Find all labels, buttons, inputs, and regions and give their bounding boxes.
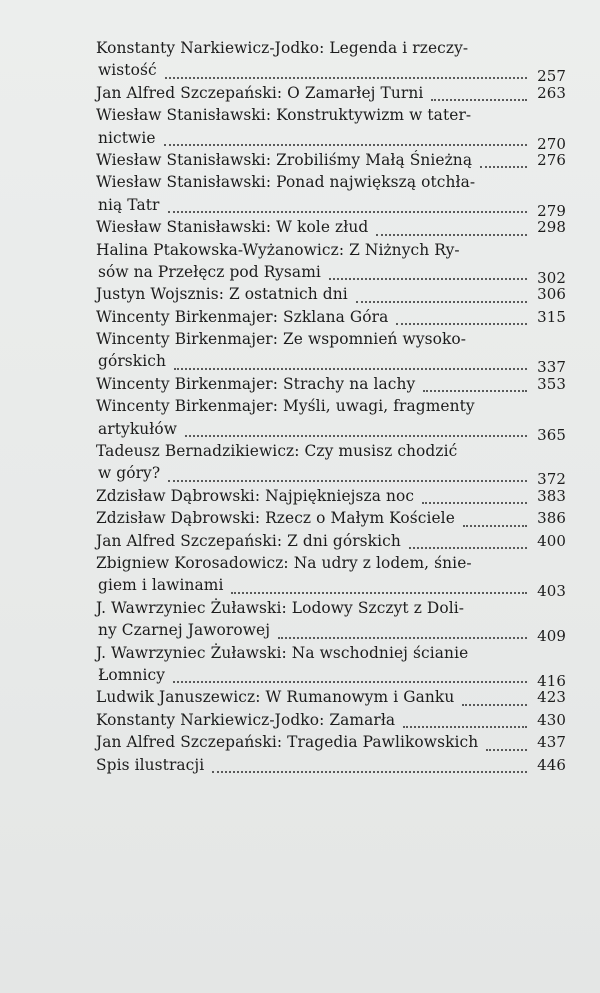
toc-entry-line — [96, 171, 566, 193]
toc-entry — [96, 754, 566, 776]
toc-entry — [96, 216, 566, 238]
entry-title-text: Spis ilustracji — [96, 755, 205, 774]
toc-entry-line — [96, 507, 566, 529]
leader-dots — [168, 470, 527, 482]
entry-title-text: nictwie — [98, 128, 156, 147]
entry-title-text: Zdzisław Dąbrowski: Rzecz o Małym Kościele — [96, 509, 455, 528]
leader-dots — [329, 268, 527, 280]
entry-title-text: Konstanty Narkiewicz-Jodko: Zamarła — [96, 710, 396, 729]
toc-entry-line — [96, 149, 566, 171]
leader-dots — [173, 671, 527, 683]
entry-title-text: ny Czarnej Jaworowej — [98, 621, 271, 640]
page-number: 276 — [537, 150, 566, 169]
entry-title-text: Jan Alfred Szczepański: Z dni górskich — [96, 531, 401, 550]
page-number: 423 — [537, 688, 566, 707]
entry-title-text: J. Wawrzyniec Żuławski: Na wschodniej ścianie — [96, 643, 469, 662]
leader-dots — [486, 739, 527, 751]
toc-entry-line — [96, 440, 566, 462]
toc-entry-line — [96, 395, 566, 417]
toc-entry-line — [96, 328, 566, 350]
entry-title-text: Justyn Wojsznis: Z ostatnich dni — [96, 285, 348, 304]
toc-entry — [96, 686, 566, 708]
page-number: 372 — [537, 470, 566, 489]
leader-dots — [174, 358, 527, 370]
toc-entry-line — [96, 127, 566, 153]
entry-title-text: Wincenty Birkenmajer: Strachy na lachy — [96, 374, 416, 393]
toc-entry-line — [96, 283, 566, 305]
toc-entry-line — [96, 485, 566, 507]
entry-title-text: Jan Alfred Szczepański: Tragedia Pawlikowskich — [96, 733, 479, 752]
page-number: 298 — [537, 218, 566, 237]
toc-entry-line — [96, 731, 566, 753]
toc-entry-line — [96, 552, 566, 574]
entry-title-text: Zbigniew Korosadowicz: Na udry z lodem, śnie- — [96, 553, 472, 572]
page-number: 302 — [537, 268, 566, 287]
leader-dots — [409, 537, 527, 549]
leader-dots — [165, 67, 527, 79]
toc-entry-line — [96, 194, 566, 220]
toc-entry-line — [96, 754, 566, 776]
toc-entry-line — [96, 261, 566, 287]
leader-dots — [376, 224, 527, 236]
entry-title-text: Wiesław Stanisławski: Ponad największą otchła- — [96, 173, 476, 192]
toc-entry-line — [96, 642, 566, 664]
leader-dots — [212, 761, 527, 773]
page-number: 365 — [537, 425, 566, 444]
toc-entry-line — [96, 530, 566, 552]
toc-entry — [96, 440, 566, 489]
entry-title-text: artykułów — [98, 419, 177, 438]
page-number: 263 — [537, 83, 566, 102]
entry-title-text: Jan Alfred Szczepański: O Zamarłej Turni — [96, 83, 424, 102]
entry-title-text: sów na Przełęcz pod Rysami — [98, 262, 321, 281]
entry-title-text: Wiesław Stanisławski: Zrobiliśmy Małą Śnieżną — [96, 150, 473, 169]
entry-title-text: Konstanty Narkiewicz-Jodko: Legenda i rzeczy- — [96, 39, 469, 57]
entry-title-text: Wincenty Birkenmajer: Szklana Góra — [96, 307, 389, 326]
entry-title-text: Ludwik Januszewicz: W Rumanowym i Ganku — [96, 688, 455, 707]
entry-title-text: Wiesław Stanisławski: Konstruktywizm w tater- — [96, 106, 472, 125]
page-number: 386 — [537, 509, 566, 528]
toc-entry — [96, 82, 566, 104]
toc-entry-line — [96, 239, 566, 261]
toc-entry-line — [96, 104, 566, 126]
toc-entry — [96, 37, 566, 86]
leader-dots — [168, 201, 527, 213]
page-number: 383 — [537, 486, 566, 505]
leader-dots — [396, 313, 527, 325]
toc-entry-line — [96, 37, 566, 59]
leader-dots — [356, 291, 527, 303]
table-of-contents — [96, 37, 566, 776]
toc-entry — [96, 373, 566, 395]
page-number: 400 — [537, 531, 566, 550]
entry-title-text: nią Tatr — [98, 195, 160, 214]
toc-entry-line — [96, 59, 566, 86]
page-number: 353 — [537, 374, 566, 393]
toc-entry — [96, 507, 566, 529]
leader-dots — [164, 134, 527, 146]
leader-dots — [403, 716, 527, 728]
page-number: 257 — [537, 67, 566, 86]
toc-entry — [96, 530, 566, 552]
toc-entry — [96, 709, 566, 731]
entry-title-text: wistość — [98, 61, 157, 80]
page-number: 437 — [537, 733, 566, 752]
toc-entry-line — [96, 597, 566, 619]
toc-entry-line — [96, 373, 566, 395]
entry-title-text: górskich — [98, 352, 166, 371]
toc-entry — [96, 395, 566, 444]
entry-title-text: Wincenty Birkenmajer: Myśli, uwagi, fragmenty — [96, 397, 475, 416]
page-number: 416 — [537, 671, 566, 690]
entry-title-text: giem i lawinami — [98, 576, 224, 595]
toc-entry — [96, 283, 566, 305]
toc-entry-line — [96, 462, 566, 489]
leader-dots — [463, 515, 527, 527]
toc-entry-line — [96, 686, 566, 708]
toc-entry — [96, 149, 566, 171]
page-number: 409 — [537, 627, 566, 646]
toc-entry-line — [96, 709, 566, 731]
toc-entry — [96, 485, 566, 507]
toc-entry-line — [96, 574, 566, 601]
page-number: 430 — [537, 710, 566, 729]
page-number: 279 — [537, 201, 566, 220]
leader-dots — [462, 694, 527, 706]
toc-entry-line — [96, 664, 566, 690]
entry-title-text: Wiesław Stanisławski: W kole złud — [96, 218, 369, 237]
leader-dots — [431, 89, 527, 101]
toc-entry — [96, 642, 566, 690]
toc-entry — [96, 239, 566, 287]
entry-title-text: Halina Ptakowska-Wyżanowicz: Z Niżnych Ry- — [96, 240, 460, 259]
toc-entry — [96, 552, 566, 601]
page-number: 337 — [537, 358, 566, 377]
toc-entry — [96, 731, 566, 753]
leader-dots — [185, 425, 527, 437]
leader-dots — [278, 627, 527, 639]
toc-entry — [96, 597, 566, 646]
leader-dots — [423, 380, 527, 392]
page-number: 446 — [537, 755, 566, 774]
entry-title-text: Łomnicy — [98, 665, 166, 684]
entry-title-text: w góry? — [98, 464, 161, 483]
page-number: 270 — [537, 134, 566, 153]
toc-entry — [96, 306, 566, 328]
entry-title-text: J. Wawrzyniec Żuławski: Lodowy Szczyt z Doli- — [96, 598, 465, 617]
page-number: 403 — [537, 582, 566, 601]
entry-title-text: Wincenty Birkenmajer: Ze wspomnień wysoko- — [96, 330, 467, 349]
entry-title-text: Zdzisław Dąbrowski: Najpiękniejsza noc — [96, 486, 415, 505]
page-number: 306 — [537, 285, 566, 304]
leader-dots — [231, 582, 527, 594]
toc-entry — [96, 328, 566, 377]
leader-dots — [480, 156, 527, 168]
entry-title-text: Tadeusz Bernadzikiewicz: Czy musisz chodzić — [96, 442, 458, 461]
toc-entry-line — [96, 619, 566, 646]
toc-entry — [96, 171, 566, 220]
toc-entry-line — [96, 418, 566, 444]
toc-entry — [96, 104, 566, 153]
toc-entry-line — [96, 82, 566, 104]
leader-dots — [422, 492, 527, 504]
page-number: 315 — [537, 307, 566, 326]
toc-entry-line — [96, 306, 566, 328]
toc-entry-line — [96, 216, 566, 238]
toc-entry-line — [96, 350, 566, 377]
